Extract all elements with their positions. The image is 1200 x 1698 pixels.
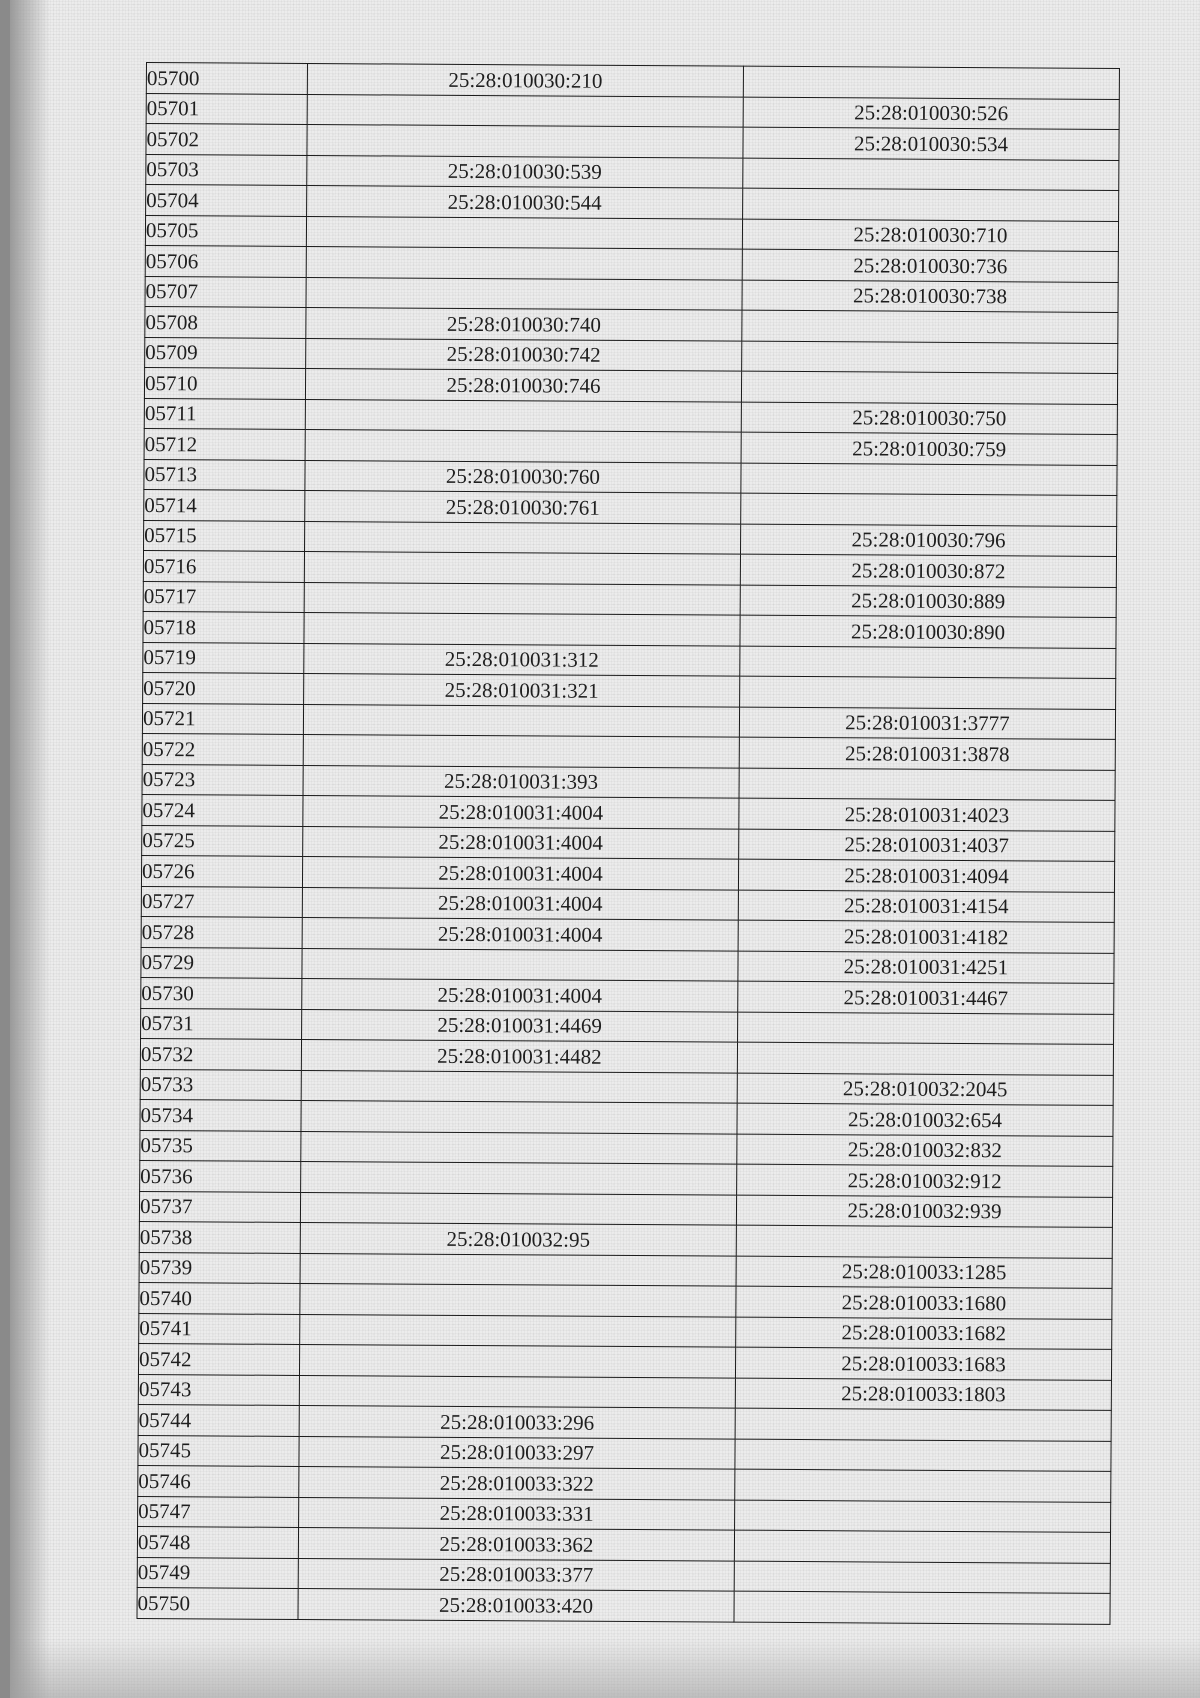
cadastral-number-cell-b: [742, 310, 1118, 343]
cadastral-number-cell-a: 25:28:010030:760: [305, 460, 741, 493]
row-number-cell: 05747: [138, 1496, 299, 1527]
cadastral-number-cell-a: 25:28:010031:4469: [302, 1009, 738, 1042]
row-number-cell: 05732: [140, 1038, 301, 1069]
row-number-cell: 05711: [144, 398, 305, 429]
cadastral-number-cell-a: 25:28:010031:4004: [303, 795, 739, 828]
cadastral-number-cell-a: [300, 1314, 736, 1347]
page-bottom-shadow: [10, 1638, 1200, 1698]
cadastral-number-cell-a: 25:28:010030:544: [307, 185, 743, 218]
cadastral-number-cell-b: 25:28:010032:939: [736, 1195, 1112, 1228]
cadastral-number-cell-b: 25:28:010030:526: [743, 97, 1119, 130]
cadastral-number-cell-a: 25:28:010033:296: [299, 1405, 735, 1438]
cadastral-number-cell-b: 25:28:010032:832: [737, 1134, 1113, 1167]
cadastral-number-cell-b: [736, 1225, 1112, 1258]
row-number-cell: 05718: [143, 611, 304, 642]
row-number-cell: 05728: [141, 916, 302, 947]
cadastral-number-cell-b: [735, 1408, 1111, 1441]
cadastral-number-cell-b: 25:28:010030:759: [741, 432, 1117, 465]
cadastral-number-cell-a: 25:28:010030:740: [306, 307, 742, 340]
row-number-cell: 05743: [138, 1374, 299, 1405]
row-number-cell: 05715: [144, 520, 305, 551]
row-number-cell: 05725: [142, 825, 303, 856]
cadastral-number-cell-a: 25:28:010033:420: [298, 1588, 734, 1621]
cadastral-number-cell-a: 25:28:010031:393: [303, 765, 739, 798]
cadastral-number-cell-b: [734, 1561, 1110, 1594]
row-number-cell: 05716: [143, 550, 304, 581]
cadastral-number-cell-a: 25:28:010033:377: [298, 1558, 734, 1591]
row-number-cell: 05705: [145, 215, 306, 246]
row-number-cell: 05719: [143, 642, 304, 673]
row-number-cell: 05702: [146, 124, 307, 155]
row-number-cell: 05712: [144, 428, 305, 459]
cadastral-number-cell-a: 25:28:010031:4004: [303, 826, 739, 859]
cadastral-number-cell-a: [306, 277, 742, 310]
row-number-cell: 05708: [145, 306, 306, 337]
cadastral-number-cell-b: 25:28:010032:912: [737, 1164, 1113, 1197]
row-number-cell: 05748: [137, 1526, 298, 1557]
cadastral-number-cell-a: 25:28:010030:742: [306, 338, 742, 371]
row-number-cell: 05737: [139, 1191, 300, 1222]
row-number-cell: 05744: [138, 1404, 299, 1435]
row-number-cell: 05721: [142, 703, 303, 734]
row-number-cell: 05731: [141, 1008, 302, 1039]
cadastral-number-cell-a: [305, 429, 741, 462]
row-number-cell: 05750: [137, 1587, 298, 1618]
cadastral-number-cell-b: [740, 646, 1116, 679]
cadastral-number-cell-a: 25:28:010030:210: [307, 63, 743, 96]
cadastral-number-cell-b: 25:28:010031:4154: [738, 890, 1114, 923]
row-number-cell: 05729: [141, 947, 302, 978]
cadastral-number-cell-b: [741, 493, 1117, 526]
cadastral-number-cell-a: 25:28:010031:4004: [302, 856, 738, 889]
row-number-cell: 05710: [144, 367, 305, 398]
cadastral-number-cell-a: [304, 612, 740, 645]
cadastral-number-cell-a: [303, 734, 739, 767]
cadastral-number-cell-b: 25:28:010033:1683: [735, 1347, 1111, 1380]
cadastral-number-cell-a: [304, 551, 740, 584]
cadastral-number-cell-b: 25:28:010031:3777: [739, 707, 1115, 740]
cadastral-number-cell-a: 25:28:010031:4004: [302, 917, 738, 950]
row-number-cell: 05717: [143, 581, 304, 612]
cadastral-number-cell-b: 25:28:010031:4467: [738, 981, 1114, 1014]
cadastral-number-cell-a: [303, 704, 739, 737]
cadastral-number-cell-a: 25:28:010031:312: [304, 643, 740, 676]
row-number-cell: 05738: [139, 1221, 300, 1252]
cadastral-number-cell-b: [734, 1530, 1110, 1563]
row-number-cell: 05741: [139, 1313, 300, 1344]
cadastral-number-cell-b: [743, 66, 1119, 99]
row-number-cell: 05701: [146, 93, 307, 124]
row-number-cell: 05706: [145, 245, 306, 276]
cadastral-number-cell-b: [735, 1500, 1111, 1533]
cadastral-number-cell-b: [739, 768, 1115, 801]
table-body: [137, 63, 1119, 1624]
row-number-cell: 05700: [146, 63, 307, 94]
row-number-cell: 05723: [142, 764, 303, 795]
cadastral-number-cell-a: 25:28:010030:746: [305, 368, 741, 401]
row-number-cell: 05709: [145, 337, 306, 368]
row-number-cell: 05727: [141, 886, 302, 917]
cadastral-number-cell-a: 25:28:010031:4482: [301, 1039, 737, 1072]
cadastral-number-cell-b: 25:28:010032:2045: [737, 1073, 1113, 1106]
cadastral-number-cell-a: 25:28:010031:4004: [302, 978, 738, 1011]
cadastral-number-cell-a: [307, 94, 743, 127]
cadastral-number-cell-a: [305, 521, 741, 554]
cadastral-number-cell-b: [742, 341, 1118, 374]
cadastral-number-cell-b: [734, 1591, 1110, 1624]
cadastral-number-cell-a: [300, 1283, 736, 1316]
cadastral-number-cell-b: 25:28:010031:4182: [738, 920, 1114, 953]
row-number-cell: 05707: [145, 276, 306, 307]
cadastral-number-cell-b: [743, 158, 1119, 191]
cadastral-number-cell-a: 25:28:010033:322: [299, 1466, 735, 1499]
cadastral-number-cell-b: 25:28:010030:534: [743, 127, 1119, 160]
row-number-cell: 05713: [144, 459, 305, 490]
cadastral-number-cell-b: 25:28:010030:872: [740, 554, 1116, 587]
row-number-cell: 05740: [139, 1282, 300, 1313]
row-number-cell: 05720: [143, 672, 304, 703]
row-number-cell: 05739: [139, 1252, 300, 1283]
cadastral-number-cell-b: [737, 1042, 1113, 1075]
row-number-cell: 05734: [140, 1099, 301, 1130]
row-number-cell: 05742: [138, 1343, 299, 1374]
cadastral-number-cell-a: [299, 1344, 735, 1377]
cadastral-number-cell-b: 25:28:010031:4094: [738, 859, 1114, 892]
cadastral-number-cell-b: [735, 1469, 1111, 1502]
cadastral-number-cell-b: 25:28:010030:796: [741, 524, 1117, 557]
cadastral-number-cell-a: [300, 1253, 736, 1286]
cadastral-number-cell-b: 25:28:010033:1682: [736, 1317, 1112, 1350]
cadastral-number-cell-b: 25:28:010033:1285: [736, 1256, 1112, 1289]
cadastral-number-cell-a: 25:28:010030:539: [307, 155, 743, 188]
table-row: [137, 1587, 1110, 1623]
cadastral-number-cell-b: 25:28:010030:736: [742, 249, 1118, 282]
cadastral-number-table: [136, 62, 1119, 1624]
cadastral-number-cell-b: 25:28:010033:1680: [736, 1286, 1112, 1319]
cadastral-number-cell-a: [306, 246, 742, 279]
cadastral-number-cell-b: 25:28:010030:889: [740, 585, 1116, 618]
cadastral-number-cell-b: [741, 371, 1117, 404]
cadastral-number-cell-a: [301, 1070, 737, 1103]
cadastral-number-cell-b: 25:28:010030:750: [741, 402, 1117, 435]
row-number-cell: 05724: [142, 794, 303, 825]
page-edge-shadow: [10, 0, 50, 1698]
cadastral-number-cell-a: [300, 1192, 736, 1225]
cadastral-number-cell-a: 25:28:010033:331: [299, 1497, 735, 1530]
cadastral-number-cell-a: 25:28:010033:297: [299, 1436, 735, 1469]
row-number-cell: 05746: [138, 1465, 299, 1496]
cadastral-number-cell-b: [741, 463, 1117, 496]
cadastral-number-cell-b: 25:28:010031:4023: [739, 798, 1115, 831]
cadastral-number-cell-a: [306, 216, 742, 249]
cadastral-number-cell-a: 25:28:010030:761: [305, 490, 741, 523]
cadastral-number-cell-b: 25:28:010030:738: [742, 280, 1118, 313]
cadastral-number-cell-a: [302, 948, 738, 981]
row-number-cell: 05749: [137, 1557, 298, 1588]
cadastral-number-cell-b: 25:28:010031:4251: [738, 951, 1114, 984]
cadastral-number-cell-b: [735, 1439, 1111, 1472]
cadastral-number-cell-b: [740, 676, 1116, 709]
cadastral-number-cell-a: 25:28:010031:4004: [302, 887, 738, 920]
cadastral-number-cell-b: 25:28:010030:710: [742, 219, 1118, 252]
cadastral-number-cell-a: [301, 1131, 737, 1164]
cadastral-number-cell-b: 25:28:010030:890: [740, 615, 1116, 648]
cadastral-number-cell-a: [299, 1375, 735, 1408]
cadastral-number-cell-b: 25:28:010032:654: [737, 1103, 1113, 1136]
cadastral-number-cell-a: 25:28:010033:362: [298, 1527, 734, 1560]
cadastral-number-cell-b: [738, 1012, 1114, 1045]
row-number-cell: 05736: [140, 1160, 301, 1191]
cadastral-number-cell-a: [301, 1161, 737, 1194]
row-number-cell: 05703: [146, 154, 307, 185]
row-number-cell: 05730: [141, 977, 302, 1008]
cadastral-number-cell-a: [307, 124, 743, 157]
cadastral-number-cell-b: 25:28:010031:3878: [739, 737, 1115, 770]
row-number-cell: 05735: [140, 1130, 301, 1161]
row-number-cell: 05714: [144, 489, 305, 520]
cadastral-number-cell-a: [304, 582, 740, 615]
row-number-cell: 05704: [146, 185, 307, 216]
row-number-cell: 05745: [138, 1435, 299, 1466]
row-number-cell: 05733: [140, 1069, 301, 1100]
cadastral-number-cell-a: [305, 399, 741, 432]
cadastral-number-cell-a: 25:28:010031:321: [304, 673, 740, 706]
cadastral-number-cell-b: [743, 188, 1119, 221]
cadastral-number-cell-a: 25:28:010032:95: [300, 1222, 736, 1255]
cadastral-number-cell-a: [301, 1100, 737, 1133]
row-number-cell: 05722: [142, 733, 303, 764]
cadastral-number-cell-b: 25:28:010031:4037: [739, 829, 1115, 862]
cadastral-number-cell-b: 25:28:010033:1803: [735, 1378, 1111, 1411]
row-number-cell: 05726: [141, 855, 302, 886]
